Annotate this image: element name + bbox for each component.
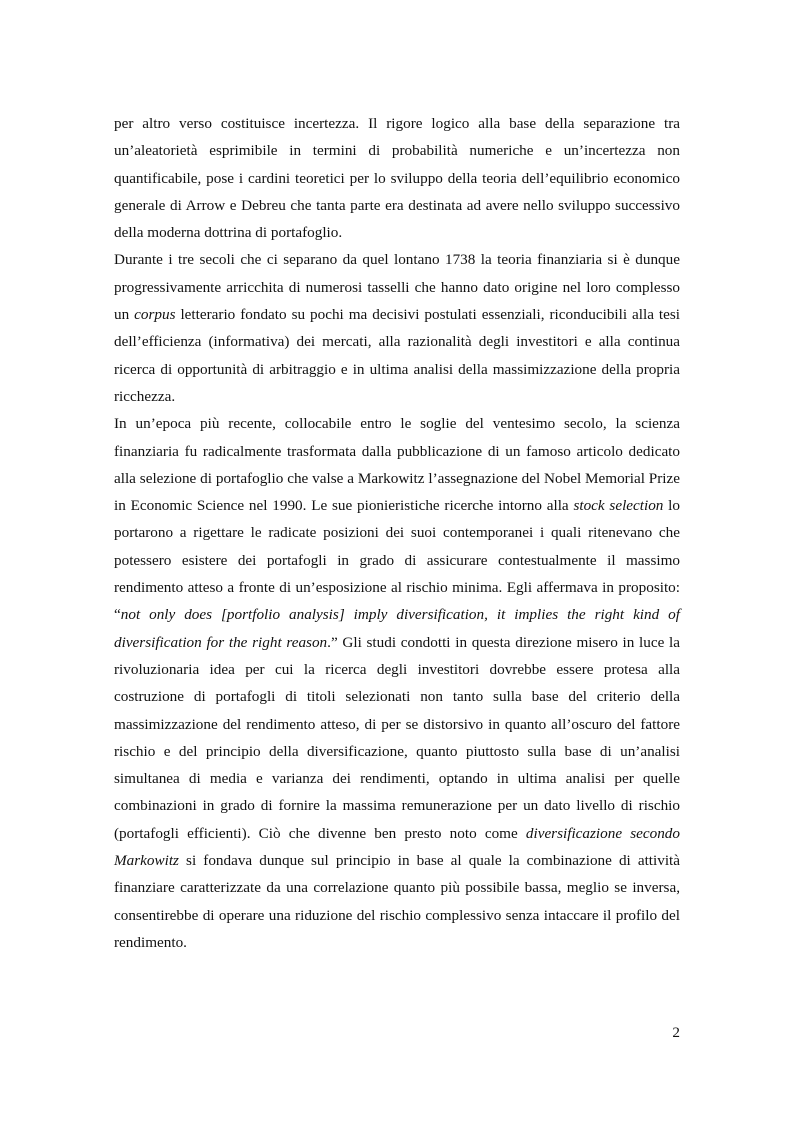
paragraph-3-text-a: In un’epoca più recente, collocabile entro le soglie del ventesimo secolo, la scienza finanziaria fu radicalmente trasformata dalla pubblicazione di un famoso articolo dedicato alla selezione di portafoglio che valse a Markowitz l’assegnazione del Nobel Memorial Prize in Economic Science nel 1990. Le sue pionieristiche ricerche intorno alla [114, 415, 680, 515]
paragraph-3-text-d: si fondava dunque sul principio in base al quale la combinazione di attività finanziare caratterizzate da una correlazione quanto più possibile bassa, meglio se inversa, consentirebbe di operare una riduzione del rischio complessivo senza intaccare il profilo del rendimento. [114, 852, 680, 951]
paragraph-3 [114, 410, 680, 956]
italic-quote: not only does [portfolio analysis] imply diversification, it implies the right kind of diversification for the right reason [114, 606, 680, 651]
paragraph-3-text-c: .” Gli studi condotti in questa direzione misero in luce la rivoluzionaria idea per cui la ricerca degli investitori dovrebbe essere protesa alla costruzione di portafogli di titoli selezionati non tanto sulla base del criterio della massimizzazione del rendimento atteso, di per se distorsivo in quanto all’oscuro del fattore rischio e del principio della diversificazione, quanto piuttosto sulla base di un’analisi simultanea di media e varianza dei rendimenti, optando in ultima analisi per quelle combinazioni in grado di fornire la massima remunerazione per un dato livello di rischio (portafogli efficienti). Ciò che divenne ben presto noto come [114, 633, 680, 842]
italic-stock-selection: stock selection [573, 497, 664, 515]
italic-corpus: corpus [134, 306, 176, 324]
paragraph-2 [114, 246, 680, 410]
paragraph-1 [114, 110, 680, 246]
paragraph-2-text-b: letterario fondato su pochi ma decisivi postulati essenziali, riconducibili alla tesi dell’efficienza (informativa) dei mercati, alla razionalità degli investitori e alla continua ricerca di opportunità di arbitraggio e in ultima analisi della massimizzazione della propria ricchezza. [114, 306, 681, 405]
italic-diversificazione: diversificazione secondo Markowitz [114, 824, 680, 870]
paragraph-2-text-a: Durante i tre secoli che ci separano da quel lontano 1738 la teoria finanziaria si è dunque progressivamente arricchita di numerosi tasselli che hanno dato origine nel loro complesso un [114, 251, 680, 324]
body-text [114, 110, 680, 956]
paragraph-3-text-b: lo portarono a rigettare le radicate posizioni dei suoi contemporanei i quali ritenevano che potessero esistere dei portafogli in grado di assicurare contestualmente il massimo rendimento atteso a fronte di un’esposizione al rischio minima. Egli affermava in proposito: “ [114, 497, 680, 624]
page-number: 2 [672, 1024, 680, 1041]
paragraph-1-text: per altro verso costituisce incertezza. Il rigore logico alla base della separazione tra un’aleatorietà esprimibile in termini di probabilità numeriche e un’incertezza non quantificabile, pose i cardini teoretici per lo sviluppo della teoria dell’equilibrio economico generale di Arrow e Debreu che tanta parte era destinata ad avere nello sviluppo successivo della moderna dottrina di portafoglio. [114, 115, 680, 242]
